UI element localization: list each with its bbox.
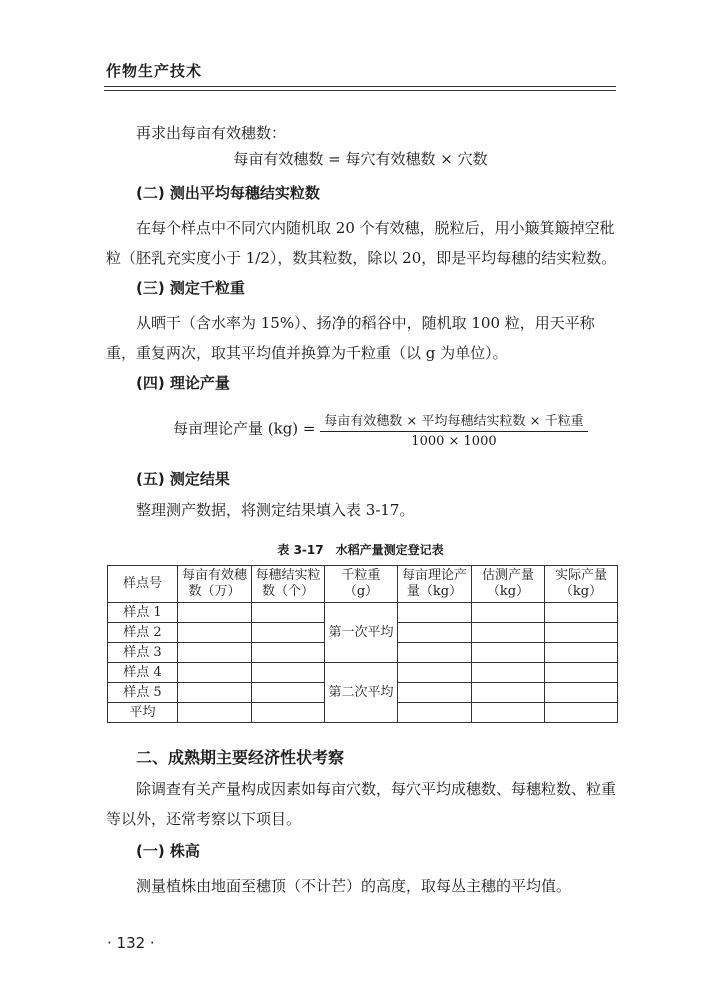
row-label: 样点 5: [108, 683, 178, 703]
part-text-2: 除调查有关产量构成因素如每亩穴数，每穴平均成穗数、每穗粒数、粒重等以外，还常考察以下项目。: [106, 780, 617, 828]
cell: [545, 703, 618, 723]
cell: [545, 683, 618, 703]
header-thousand-grain-weight: 千粒重（g）: [325, 566, 398, 603]
cell: [398, 703, 472, 723]
cell: [472, 703, 545, 723]
header-grains-per-spike: 每穗结实粒 数（个）: [252, 566, 325, 603]
cell: [252, 643, 325, 663]
formula-denominator: 1000 × 1000: [411, 434, 497, 449]
header-sample-id: 样点号: [108, 566, 178, 603]
section-heading-5: (五) 测定结果: [136, 470, 230, 488]
cell: [178, 683, 252, 703]
cell: [178, 703, 252, 723]
cell: [178, 643, 252, 663]
merged-first-average: 第一次平均: [325, 603, 398, 663]
page-number: · 132 ·: [107, 934, 155, 952]
section-heading-2: (二) 测出平均每穗结实粒数: [136, 184, 320, 202]
section-text-3: 从晒干（含水率为 15%）、扬净的稻谷中，随机取 100 粒，用天平称重，重复两次，取其平均值并换算为千粒重（以 g 为单位）。: [106, 314, 595, 362]
formula-effective-spikes: 每亩有效穗数 = 每穴有效穗数 × 穴数: [233, 150, 488, 168]
cell: [472, 663, 545, 683]
section-text-5: 整理测产数据，将测定结果填入表 3-17。: [136, 501, 415, 519]
cell: [398, 683, 472, 703]
cell: [545, 643, 618, 663]
subsection-heading-plant-height: (一) 株高: [136, 842, 200, 860]
header-estimated-yield: 估测产量 （kg）: [472, 566, 545, 603]
cell: [252, 603, 325, 623]
cell: [472, 623, 545, 643]
subsection-text-plant-height: 测量植株由地面至穗顶（不计芒）的高度，取每丛主穗的平均值。: [136, 877, 572, 895]
formula-left: 每亩理论产量 (kg) =: [173, 419, 316, 438]
header-rule-bottom: [104, 90, 616, 91]
header-rule-top: [104, 86, 616, 87]
part-heading-2: 二、成熟期主要经济性状考察: [136, 748, 345, 767]
cell: [252, 703, 325, 723]
formula-fraction: [320, 410, 587, 449]
cell: [178, 603, 252, 623]
theoretical-yield-formula: [173, 410, 588, 449]
section-heading-4: (四) 理论产量: [136, 374, 230, 392]
cell: [252, 663, 325, 683]
cell: [472, 603, 545, 623]
cell: [398, 643, 472, 663]
cell: [545, 623, 618, 643]
row-label: 样点 4: [108, 663, 178, 683]
section-text-2: 在每个样点中不同穴内随机取 20 个有效穗，脱粒后，用小簸箕簸掉空秕粒（胚乳充实度小于 1/2），数其粒数，除以 20，即是平均每穗的结实粒数。: [106, 219, 617, 267]
header-effective-spikes: 每亩有效穗 数（万）: [178, 566, 252, 603]
row-label: 样点 3: [108, 643, 178, 663]
header-actual-yield: 实际产量 （kg）: [545, 566, 618, 603]
yield-registration-table: [107, 565, 618, 723]
cell: [398, 603, 472, 623]
cell: [252, 683, 325, 703]
cell: [252, 623, 325, 643]
row-label: 平均: [108, 703, 178, 723]
cell: [472, 643, 545, 663]
section-heading-3: (三) 测定千粒重: [136, 279, 245, 297]
cell: [545, 663, 618, 683]
cell: [398, 623, 472, 643]
merged-second-average: 第二次平均: [325, 663, 398, 723]
formula-numerator: 每亩有效穗数 × 平均每穗结实粒数 × 千粒重: [320, 410, 587, 432]
intro-lead: 再求出每亩有效穗数：: [136, 124, 287, 142]
cell: [545, 603, 618, 623]
row-label: 样点 2: [108, 623, 178, 643]
running-header: 作物生产技术: [106, 62, 203, 80]
cell: [472, 683, 545, 703]
cell: [398, 663, 472, 683]
cell: [178, 663, 252, 683]
table-row: [108, 663, 618, 683]
table-caption: 表 3-17 水稻产量测定登记表: [277, 543, 444, 557]
row-label: 样点 1: [108, 603, 178, 623]
table-row: [108, 603, 618, 623]
cell: [178, 623, 252, 643]
header-theoretical-yield: 每亩理论产 量（kg）: [398, 566, 472, 603]
